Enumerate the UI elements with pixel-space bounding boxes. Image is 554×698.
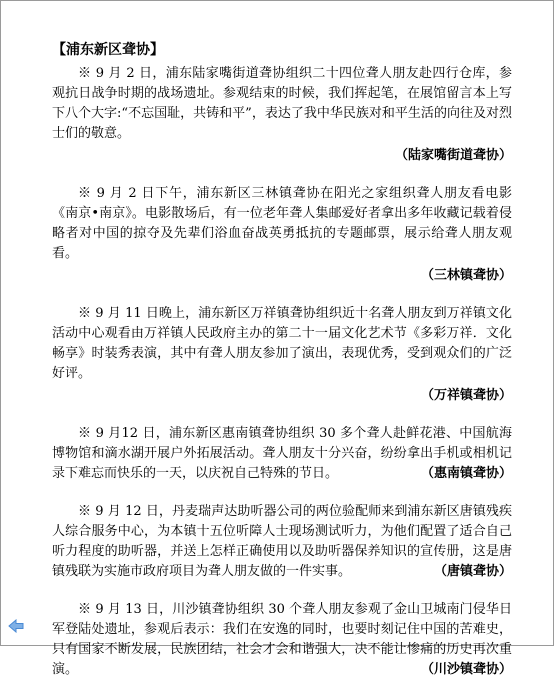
news-item-source: （万祥镇聋协） — [420, 388, 512, 403]
news-item — [52, 600, 512, 680]
news-item-text: ※ 9 月 12 日，丹麦瑞声达助听器公司的两位验配师来到浦东新区唐镇残疾人综合服务中心，为本镇十五位听障人士现场测试听力，为他们配置了适合自己听力程度的助听器，并送上怎样正确使用以及助听器保养知识的宣传册，这是唐镇残联为实施市政府项目为聋人朋友做的一件实事。 — [52, 504, 512, 579]
news-item-source: （惠南镇聋协） — [420, 466, 512, 481]
news-item-text: ※ 9 月 2 日，浦东陆家嘴街道聋协组织二十四位聋人朋友赴四行仓库，参观抗日战争时期的战场遗址。参观结束的时候，我们挥起笔，在展馆留言本上写下八个大字:“不忘国耻，共铸和平”，表达了我中华民族对和平生活的向往及对烈士们的敬意。 — [52, 66, 512, 141]
news-item — [52, 502, 512, 582]
document-page — [52, 40, 512, 698]
news-item-source: （川沙镇聋协） — [420, 662, 512, 677]
news-item — [52, 424, 512, 484]
news-item-text: ※ 9 月 11 日晚上，浦东新区万祥镇聋协组织近十名聋人朋友到万祥镇文化活动中心观看由万祥镇人民政府主办的第二十一届文化艺术节《多彩万祥．文化畅享》时装秀表演，其中有聋人朋友参加了演出，表现优秀，受到观众们的广泛好评。 — [52, 306, 512, 381]
news-item-text: ※ 9 月 2 日下午，浦东新区三林镇聋协在阳光之家组织聋人朋友看电影《南京•南京》。电影散场后，有一位老年聋人集邮爱好者拿出多年收藏记载着侵略者对中国的掠夺及先辈们浴血奋战英勇抵抗的专题邮票，展示给聋人朋友观看。 — [52, 186, 512, 261]
news-item-text: ※ 9 月12 日，浦东新区惠南镇聋协组织 30 多个聋人赴鲜花港、中国航海博物馆和滴水湖开展户外拓展活动。聋人朋友十分兴奋，纷纷拿出手机或相机记录下难忘而快乐的一天，以庆祝自己特殊的节日。 — [52, 426, 512, 481]
news-item — [52, 304, 512, 406]
news-item-source: （三林镇聋协） — [420, 268, 512, 283]
section-title: 【浦东新区聋协】 — [52, 42, 164, 58]
back-arrow-icon-svg — [8, 619, 24, 633]
news-item-source: （陆家嘴街道聋协） — [394, 148, 512, 163]
news-item-source: （唐镇聋协） — [433, 564, 512, 579]
news-item — [52, 184, 512, 286]
news-item — [52, 64, 512, 166]
back-arrow-icon[interactable] — [8, 618, 24, 632]
news-item-text: ※ 9 月 13 日，川沙镇聋协组织 30 个聋人朋友参观了金山卫城南门侵华日军登陆处遗址，参观后表示：我们在安逸的同时，也要时刻记住中国的苦难史，只有国家不断发展，民族团结，社会才会和谐强大，决不能让惨痛的历史再次重演。 — [52, 602, 512, 677]
